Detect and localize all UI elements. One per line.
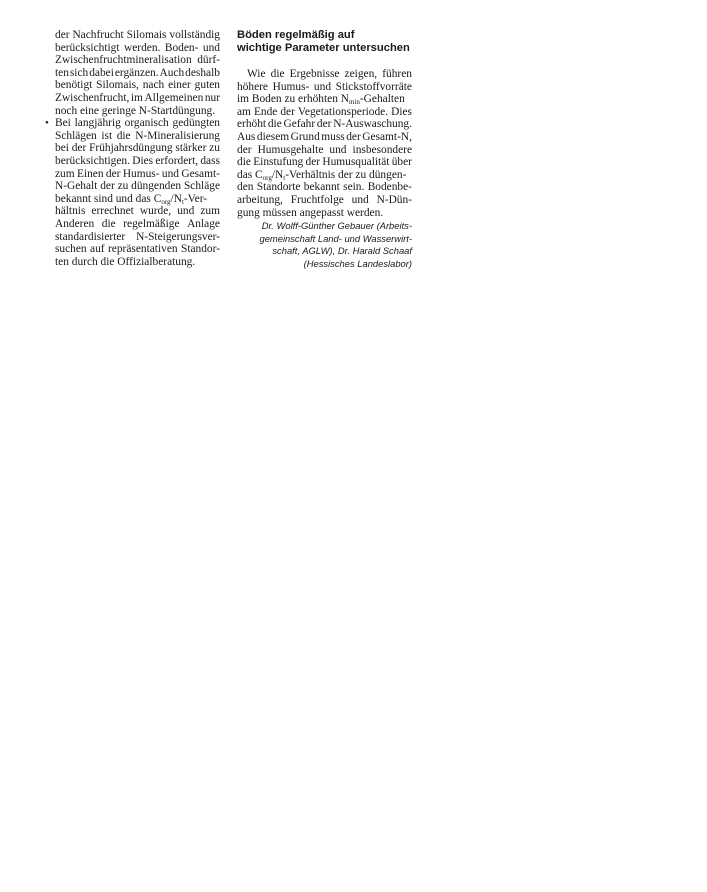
author-line: schaft, AGLW), Dr. Harald Schaaf [272,245,412,257]
text-fragment: /N [271,168,284,181]
text-line: Zwischenfruchtmineralisation dürf- [55,54,220,67]
text-line: den Standorte bekannt sein. Bodenbe- [237,181,412,194]
text-fragment: /N [170,192,182,205]
text-line: berücksichtigen. Dies erfordert, dass [55,154,220,167]
text-line: noch eine geringe N-Startdüngung. [55,104,216,117]
text-line: der Humusgehalte und insbesondere [237,143,412,156]
corg-nt-line [55,193,220,206]
bullet-icon: • [45,117,49,130]
text-line: höhere Humus- und Stickstoffvorräte [237,80,412,93]
section-heading [237,29,412,55]
subscript-t: t [283,173,286,182]
text-line: der Nachfrucht Silomais vollständig [55,29,220,41]
text-line: suchen auf repräsentativen Standor- [55,243,220,256]
author-credits [237,220,412,270]
text-line: Anderen die regelmäßige Anlage [55,217,220,230]
text-line: Bei langjährig organisch gedüngten [55,117,220,130]
text-line: gung müssen angepasst werden. [237,206,384,219]
text-line: die Einstufung der Humusqualität über [237,156,412,169]
text-line: berücksichtigt werden. Boden- und [55,41,220,54]
text-fragment: -Ver- [183,192,208,205]
author-line: Dr. Wolff-Günther Gebauer (Arbeits- [261,220,412,232]
subscript-org: org [161,197,171,206]
heading-line: wichtige Parameter untersuchen [237,42,410,54]
text-line: hältnis errechnet wurde, und zum [55,205,220,218]
heading-line: Böden regelmäßig auf [237,29,355,41]
text-line: Zwischenfrucht, im Allgemeinen nur [55,91,220,104]
nmin-line [237,93,412,106]
intro-paragraph [55,29,220,117]
text-line: Aus diesem Grund muss der Gesamt-N, [237,130,412,143]
text-line: Schlägen ist die N-Mineralisierung [55,129,220,142]
left-column [45,29,220,268]
author-line: gemeinschaft Land- und Wasserwirt- [259,232,412,244]
subscript-org: org [262,173,272,182]
right-column [237,29,412,271]
text-line: ten sich dabei ergänzen. Auch deshalb [55,66,220,79]
text-line: bei der Frühjahrsdüngung stärker zu [55,142,220,155]
text-line: erhöht die Gefahr der N-Auswaschung. [237,118,412,131]
text-fragment: -Gehalten [359,93,405,106]
author-line: (Hessisches Landeslabor) [303,257,412,269]
text-line: am Ende der Vegetationsperiode. Dies [237,105,412,118]
text-fragment: bekannt sind und das C [55,192,162,205]
body-paragraph [237,68,412,219]
text-line: standardisierter N-Steigerungsver- [55,230,220,243]
subscript-t: t [181,197,184,206]
text-fragment: im Boden zu erhöhten N [237,93,349,106]
text-line: zum Einen der Humus- und Gesamt- [55,167,220,180]
text-line: benötigt Silomais, nach einer guten [55,79,220,92]
subscript-min: min [348,98,360,107]
text-line: arbeitung, Fruchtfolge und N-Dün- [237,193,412,206]
text-line: Wie die Ergebnisse zeigen, führen [247,68,412,80]
text-fragment: das C [237,168,263,181]
text-line: N-Gehalt der zu düngenden Schläge [55,180,220,193]
text-fragment: -Verhältnis der zu düngen- [285,168,407,181]
corg-nt-line [237,169,412,182]
bullet-item [45,117,220,268]
text-line: ten durch die Offizialberatung. [55,255,196,268]
